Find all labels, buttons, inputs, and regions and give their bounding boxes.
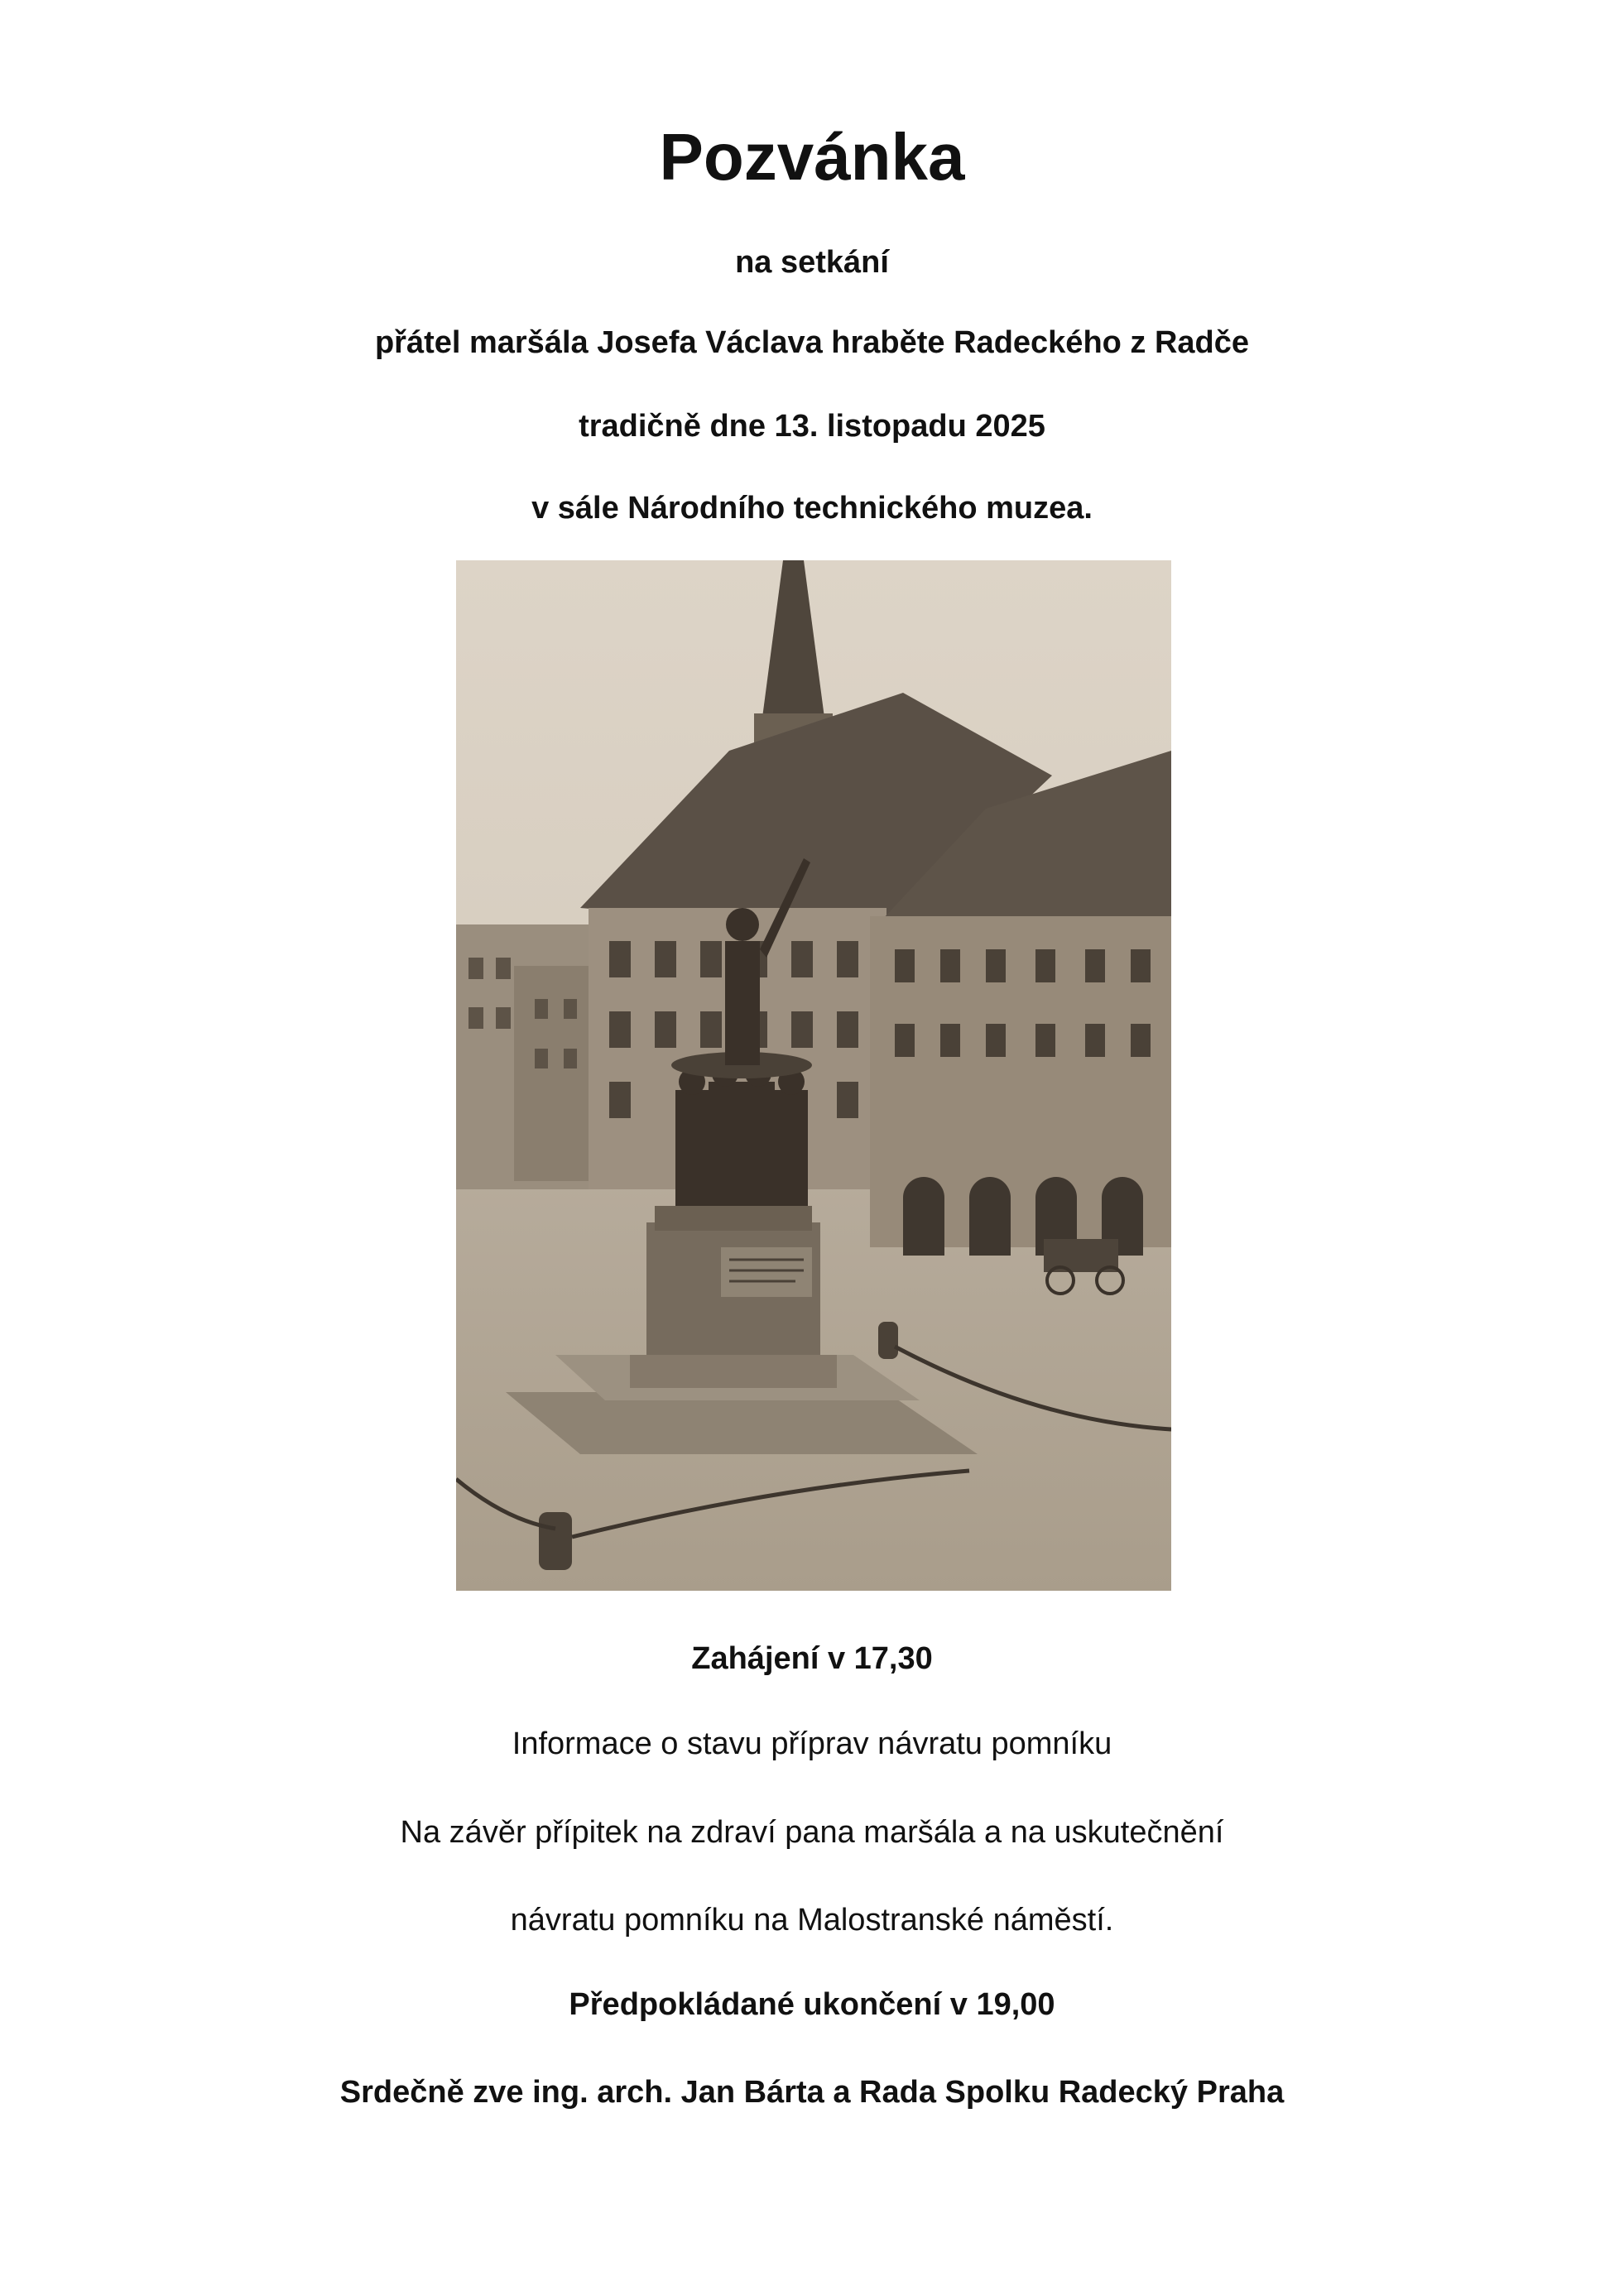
info-line: Informace o stavu příprav návratu pomníku <box>512 1726 1112 1761</box>
opening-time: Zahájení v 17,30 <box>691 1641 933 1676</box>
radetzky-monument-photo-icon <box>456 560 1171 1591</box>
toast-line-2: návratu pomníku na Malostranské náměstí. <box>510 1903 1114 1938</box>
monument-photo <box>456 560 1171 1591</box>
signature-line: Srdečně zve ing. arch. Jan Bárta a Rada Spolku Radecký Praha <box>339 2075 1285 2110</box>
date-line: tradičně dne 13. listopadu 2025 <box>579 409 1045 444</box>
venue-line: v sále Národního technického muzea. <box>531 491 1093 526</box>
end-time: Předpokládané ukončení v 19,00 <box>569 1987 1055 2022</box>
invitation-title: Pozvánka <box>659 120 965 194</box>
intro-line: na setkání <box>735 245 889 280</box>
toast-line-1: Na závěr přípitek na zdraví pana maršála a na uskutečnění <box>400 1815 1224 1850</box>
friends-line: přátel maršála Josefa Václava hraběte Radeckého z Radče <box>374 325 1250 360</box>
